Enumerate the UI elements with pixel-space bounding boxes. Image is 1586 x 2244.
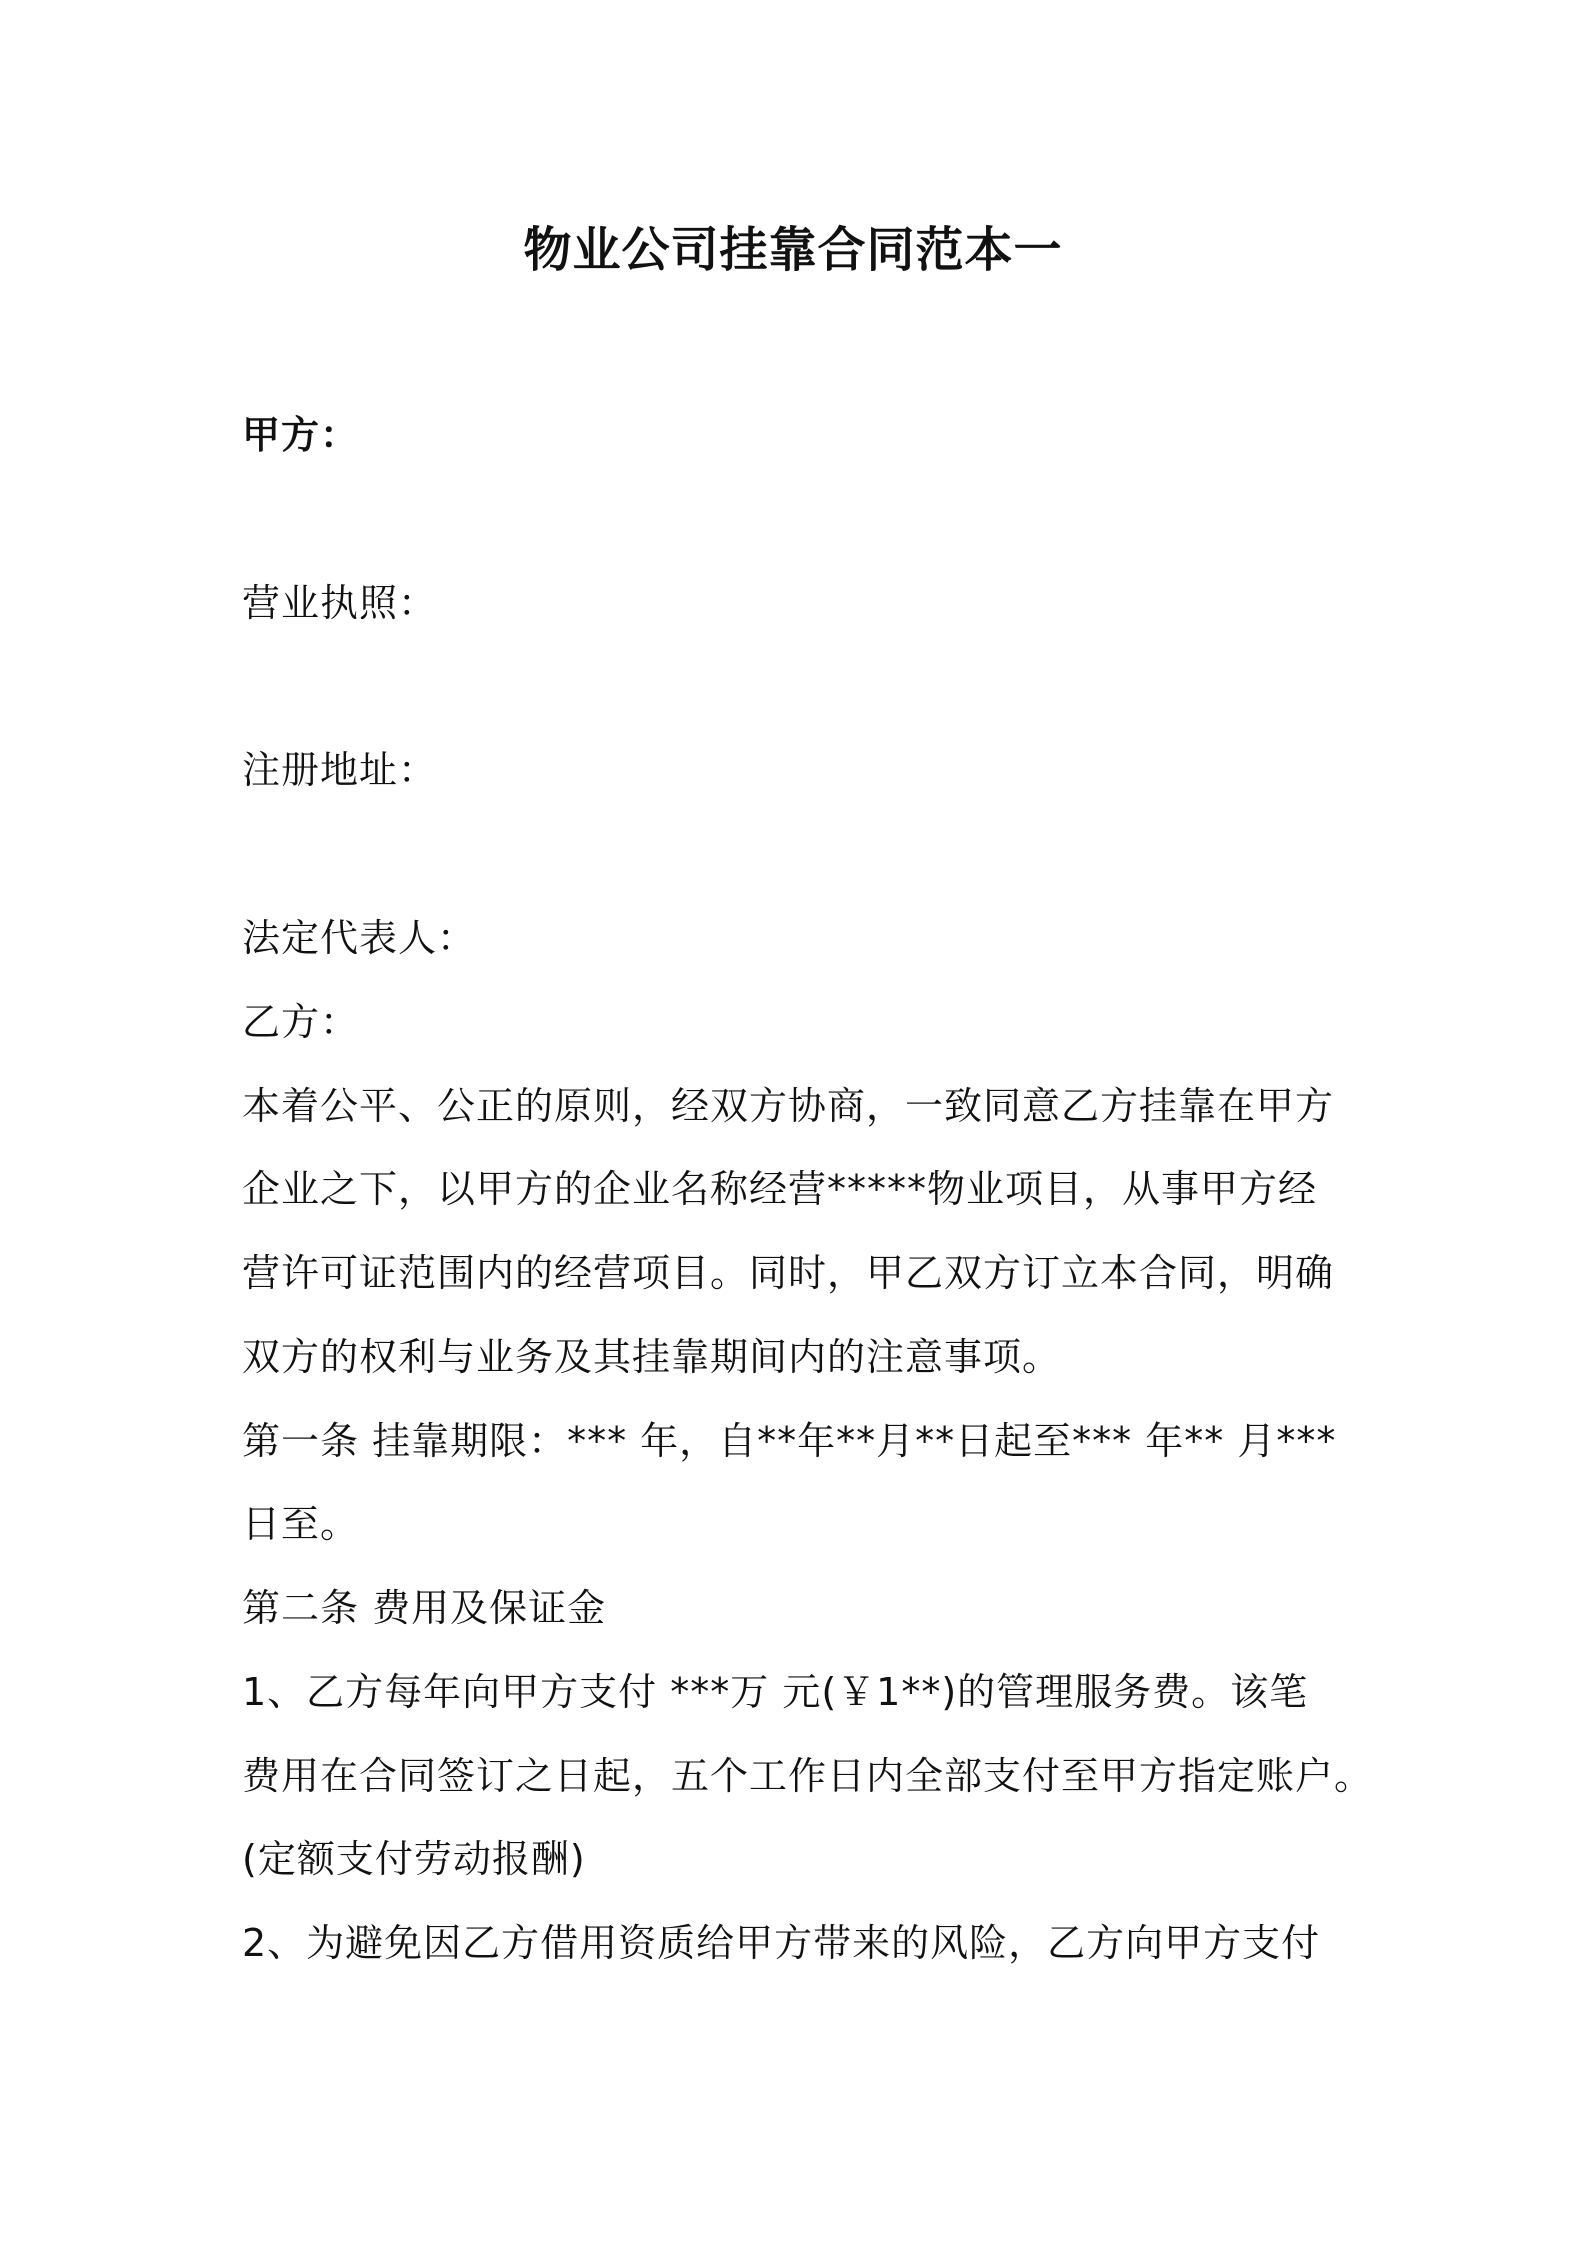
party-b-label: 乙方： (242, 1000, 360, 1044)
legal-representative-label: 法定代表人： (242, 916, 477, 960)
article-one-line-2: 日至。 (242, 1502, 360, 1546)
article-two-item-2-line-1: 2、为避免因乙方借用资质给甲方带来的风险，乙方向甲方支付 (242, 1921, 1321, 1965)
article-two-item-1-line-1: 1、乙方每年向甲方支付 ***万 元(￥1**)的管理服务费。该笔 (242, 1670, 1309, 1714)
article-two-item-1-line-2: 费用在合同签订之日起，五个工作日内全部支付至甲方指定账户。 (242, 1754, 1374, 1798)
intro-paragraph-line-1: 本着公平、公正的原则，经双方协商，一致同意乙方挂靠在甲方 (242, 1084, 1335, 1128)
registered-address-label: 注册地址： (242, 748, 438, 792)
intro-paragraph-line-4: 双方的权利与业务及其挂靠期间内的注意事项。 (242, 1335, 1062, 1379)
business-license-label: 营业执照： (242, 581, 438, 625)
article-two-heading: 第二条 费用及保证金 (242, 1586, 607, 1630)
document-title: 物业公司挂靠合同范本一 (523, 222, 1063, 278)
party-a-label: 甲方： (242, 413, 360, 457)
article-two-item-1-line-3: (定额支付劳动报酬) (242, 1837, 586, 1881)
article-one-line-1: 第一条 挂靠期限：*** 年，自**年**月**日起至*** 年** 月*** (242, 1419, 1337, 1463)
intro-paragraph-line-2: 企业之下，以甲方的企业名称经营*****物业项目，从事甲方经 (242, 1167, 1318, 1211)
intro-paragraph-line-3: 营许可证范围内的经营项目。同时，甲乙双方订立本合同，明确 (242, 1251, 1335, 1295)
